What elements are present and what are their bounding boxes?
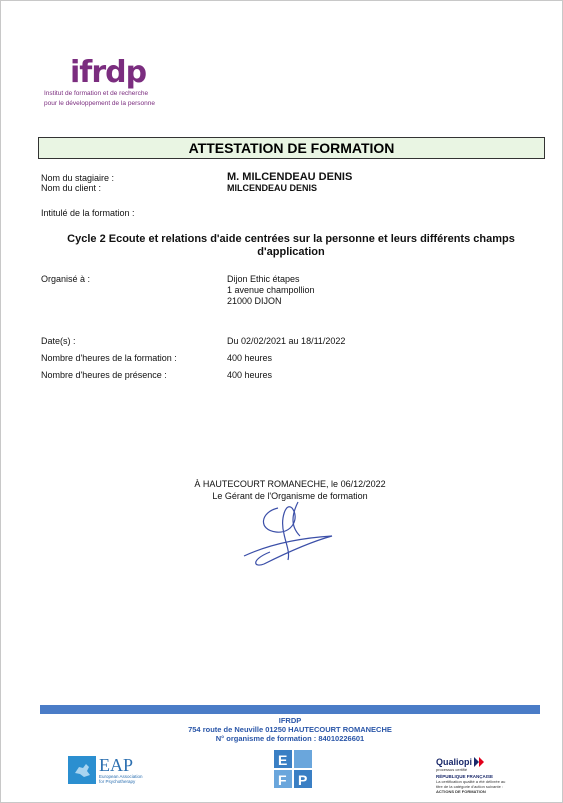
footer-address: 754 route de Neuville 01250 HAUTECOURT ROMANECHE xyxy=(188,725,392,734)
footer-info xyxy=(40,716,540,743)
dates-label: Date(s) : xyxy=(41,336,76,346)
training-hours-label: Nombre d'heures de la formation : xyxy=(41,353,177,363)
signatory-title: Le Gérant de l'Organisme de formation xyxy=(212,491,368,501)
eap-name: EAP xyxy=(99,755,134,775)
logo-name: ifrdp xyxy=(70,55,147,90)
venue-name: Dijon Ethic étapes xyxy=(227,274,300,284)
footer-bar xyxy=(40,705,540,714)
footer-org: IFRDP xyxy=(278,716,302,725)
ifrdp-logo xyxy=(44,55,155,108)
place-and-date: À HAUTECOURT ROMANECHE, le 06/12/2022 xyxy=(194,479,386,489)
document-title: ATTESTATION DE FORMATION xyxy=(38,137,545,159)
eap-sub-1: European Association xyxy=(99,774,143,779)
training-hours-value: 400 heures xyxy=(227,353,273,363)
europe-map-icon xyxy=(68,756,96,784)
svg-text:E: E xyxy=(278,752,288,768)
qualiopi-arrows-icon xyxy=(474,757,488,767)
logo-tagline-1: Institut de formation et de recherche xyxy=(44,90,149,97)
logo-tagline-2: pour le développement de la personne xyxy=(44,100,155,107)
training-title-line-2: d'application xyxy=(257,246,325,258)
efp-logo xyxy=(272,748,316,790)
qualiopi-action: ACTIONS DE FORMATION xyxy=(436,789,486,794)
republique-francaise: RÉPUBLIQUE FRANÇAISE xyxy=(436,774,494,779)
svg-text:P: P xyxy=(298,772,308,788)
training-title-label: Intitulé de la formation : xyxy=(41,208,135,218)
presence-hours-value: 400 heures xyxy=(227,370,273,380)
training-title-line-1: Cycle 2 Ecoute et relations d'aide centrées sur la personne et leurs différents champs xyxy=(67,233,515,245)
venue-street: 1 avenue champollion xyxy=(227,285,315,295)
trainee-name: M. MILCENDEAU DENIS xyxy=(227,171,353,183)
eap-logo xyxy=(68,756,143,784)
svg-text:F: F xyxy=(278,772,287,788)
client-name: MILCENDEAU DENIS xyxy=(227,183,318,193)
footer-registration: N° organisme de formation : 84010226601 xyxy=(215,734,365,743)
handwritten-signature xyxy=(240,500,340,572)
trainee-label: Nom du stagiaire : xyxy=(41,173,115,183)
qualiopi-note: La certification qualité a été délivrée au titre de la catégorie d'action suivante : xyxy=(436,779,506,789)
venue-city: 21000 DIJON xyxy=(227,296,282,306)
eap-sub-2: for Psychotherapy xyxy=(99,779,136,784)
organised-label: Organisé à : xyxy=(41,274,91,284)
presence-hours-label: Nombre d'heures de présence : xyxy=(41,370,167,380)
dates-value: Du 02/02/2021 au 18/11/2022 xyxy=(227,336,346,346)
qualiopi-sub: processus certifié xyxy=(436,767,468,772)
qualiopi-name: Qualiopi xyxy=(436,757,472,767)
client-label: Nom du client : xyxy=(41,183,102,193)
qualiopi-logo xyxy=(436,757,506,794)
